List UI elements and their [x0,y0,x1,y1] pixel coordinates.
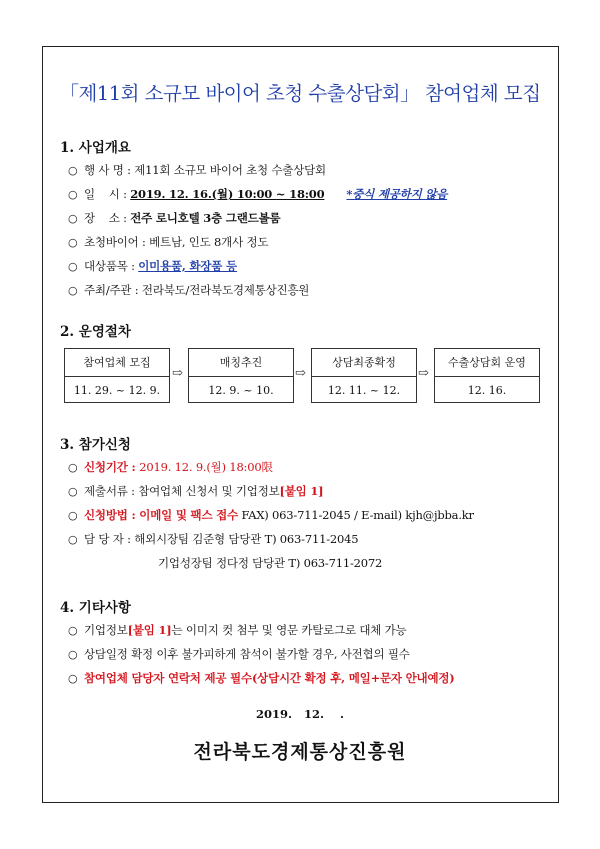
event-name-line [68,162,326,178]
section-heading-overview: 1. 사업개요 [60,140,131,156]
misc-2-text: 상담일정 확정 이후 불가피하게 참석이 불가할 경우, 사전협의 필수 [84,647,410,661]
document-title: 「제11회 소규모 바이어 초청 수출상담회」 참여업체 모집 [59,82,541,105]
buyers-line [68,234,268,250]
procedure-step-recruit [64,348,170,403]
procedure-step-matching [188,348,294,403]
buyers-value: 베트남, 인도 8개사 정도 [149,235,269,249]
bullet-icon: ○ [68,236,78,249]
attachment-tag: [붙임 1] [279,484,324,498]
manager-label: 담 당 자 : [84,532,135,546]
bullet-icon: ○ [68,485,78,498]
event-datetime-line [68,186,447,202]
bullet-icon: ○ [68,533,78,546]
host-value: 전라북도/전라북도경제통상진흥원 [141,283,310,297]
documents-line [68,483,323,499]
section-heading-misc: 4. 기타사항 [60,600,131,616]
documents-value: 참여업체 신청서 및 기업정보 [138,484,280,498]
bullet-icon: ○ [68,164,78,177]
application-period-label: 신청기간 : [84,460,140,474]
bullet-icon: ○ [68,284,78,297]
host-line [68,282,309,298]
event-name-label: 행 사 명 : [84,163,135,177]
misc-line-2 [68,646,410,662]
target-items-label: 대상품목 : [84,259,139,273]
documents-label: 제출서류 : [84,484,139,498]
bullet-icon: ○ [68,648,78,661]
target-items-line [68,258,237,274]
bullet-icon: ○ [68,509,78,522]
misc-1-post: 는 이미지 컷 첨부 및 영문 카탈로그로 대체 가능 [171,623,407,637]
event-datetime-label: 일 시 : [84,187,131,201]
bullet-icon: ○ [68,260,78,273]
application-method-line [68,507,474,523]
arrow-right-icon: ⇨ [418,366,429,381]
event-datetime-value: 2019. 12. 16.(월) 10:00 ~ 18:00 [130,187,325,201]
document-border [42,46,559,803]
application-method-label: 신청방법 : [84,508,140,522]
misc-line-1 [68,622,406,638]
event-venue-label: 장 소 : [84,211,131,225]
section-heading-application: 3. 참가신청 [60,437,131,453]
manager-value-2: 기업성장팀 정다정 담당관 T) 063-711-2072 [158,556,383,570]
bullet-icon: ○ [68,461,78,474]
event-venue-line [68,210,280,226]
application-method-value: 이메일 및 팩스 접수 [139,508,238,522]
event-name-value: 제11회 소규모 바이어 초청 수출상담회 [134,163,326,177]
misc-1-pre: 기업정보 [84,623,128,637]
application-period-line [68,459,273,475]
procedure-step-confirm [311,348,417,403]
contact-fax-email: FAX) 063-711-2045 / E-mail) kjh@jbba.kr [237,508,474,522]
misc-3-text: 참여업체 담당자 연락처 제공 필수(상담시간 확정 후, 메일+문자 안내예정) [84,671,455,685]
step-period: 12. 16. [467,384,507,397]
application-period-value: 2019. 12. 9.(월) 18:00限 [139,460,273,474]
host-label: 주최/주관 : [84,283,142,297]
lunch-note: *중식 제공하지 않음 [346,187,448,201]
step-title: 수출상담회 운영 [435,349,539,377]
document-date: 2019. 12. . [255,707,345,721]
arrow-right-icon: ⇨ [172,366,183,381]
bullet-icon: ○ [68,672,78,685]
arrow-right-icon: ⇨ [295,366,306,381]
attachment-tag: [붙임 1] [127,623,172,637]
manager-line-2 [158,555,382,571]
misc-line-3 [68,670,455,686]
bullet-icon: ○ [68,624,78,637]
step-title: 매칭추진 [189,349,293,377]
issuing-organization: 전라북도경제통상진흥원 [193,741,407,763]
manager-value-1: 해외시장팀 김준형 담당관 T) 063-711-2045 [134,532,359,546]
target-items-value: 이미용품, 화장품 등 [138,259,237,273]
step-title: 상담최종확정 [312,349,416,377]
bullet-icon: ○ [68,212,78,225]
procedure-step-operate [434,348,540,403]
event-venue-value: 전주 로니호텔 3층 그랜드볼룸 [130,211,281,225]
manager-line [68,531,358,547]
step-period: 11. 29. ~ 12. 9. [73,384,161,397]
step-period: 12. 9. ~ 10. [208,384,274,397]
buyers-label: 초청바이어 : [84,235,150,249]
step-period: 12. 11. ~ 12. [327,384,401,397]
section-heading-procedure: 2. 운영절차 [60,324,131,340]
bullet-icon: ○ [68,188,78,201]
step-title: 참여업체 모집 [65,349,169,377]
